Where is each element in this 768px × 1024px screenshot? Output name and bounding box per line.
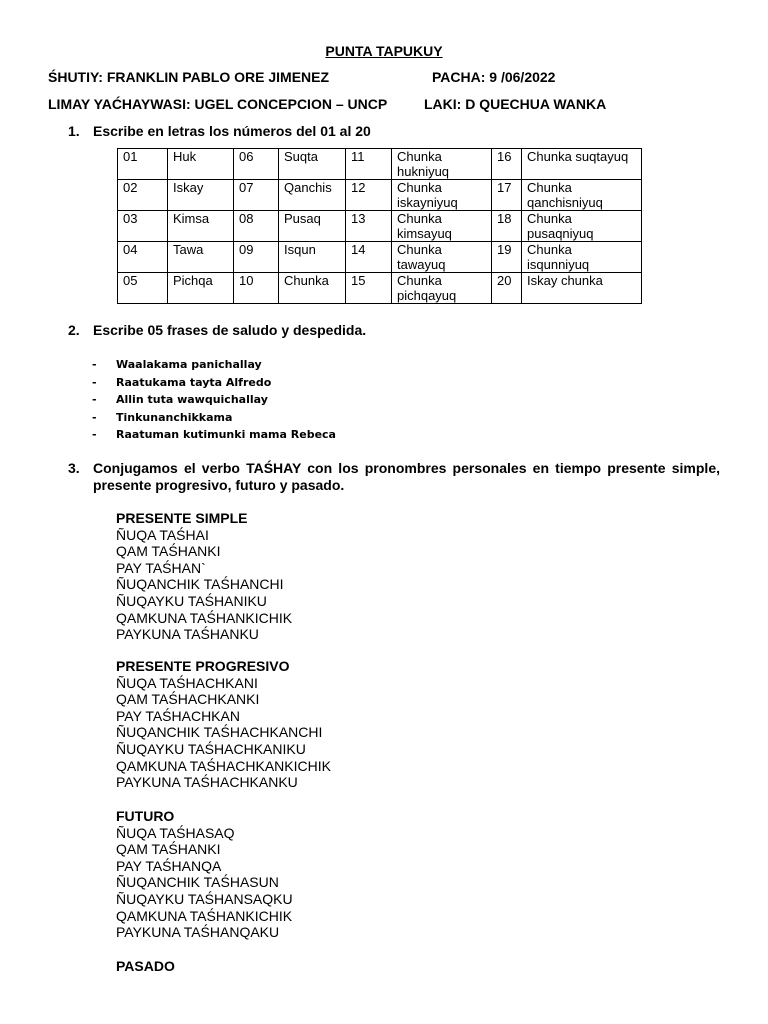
word-cell: Chunka qanchisniyuq xyxy=(522,180,642,211)
word-cell: Chunka isqunniyuq xyxy=(522,242,642,273)
conjugation-line: QAM TAŚHANKI xyxy=(116,841,221,858)
number-cell: 07 xyxy=(234,180,279,211)
greeting-text: Raatukama tayta Alfredo xyxy=(116,375,272,389)
conjugation-futuro xyxy=(116,808,293,941)
question-2 xyxy=(68,322,366,338)
number-cell: 13 xyxy=(346,211,392,242)
bullet-dash: - xyxy=(92,410,97,424)
student-name: ŚHUTIY: FRANKLIN PABLO ORE JIMENEZ xyxy=(48,69,330,85)
conjugation-pasado xyxy=(116,958,175,975)
conjugation-line: PAYKUNA TAŚHANKU xyxy=(116,626,259,643)
conjugation-presente-simple xyxy=(116,510,292,643)
number-cell: 10 xyxy=(234,273,279,304)
word-cell: Chunka suqtayuq xyxy=(522,149,642,180)
number-cell: 04 xyxy=(118,242,168,273)
conjugation-line: ÑUQA TAŚHACHKANI xyxy=(116,674,258,691)
date: PACHA: 9 /06/2022 xyxy=(432,69,556,85)
question-1 xyxy=(68,123,371,139)
list-item xyxy=(92,374,336,392)
section-heading: PRESENTE PROGRESIVO xyxy=(116,658,290,674)
number-cell: 14 xyxy=(346,242,392,273)
page-title: PUNTA TAPUKUY xyxy=(325,43,443,59)
conjugation-line: PAY TAŚHANQA xyxy=(116,857,222,874)
word-cell: Chunka xyxy=(279,273,346,304)
word-cell: Isqun xyxy=(279,242,346,273)
language: LAKI: D QUECHUA WANKA xyxy=(424,96,607,112)
question-3-number: 3. xyxy=(68,460,80,476)
number-cell: 19 xyxy=(492,242,522,273)
number-cell: 18 xyxy=(492,211,522,242)
table-row xyxy=(118,242,642,273)
table-row xyxy=(118,211,642,242)
bullet-dash: - xyxy=(92,375,97,389)
number-cell: 20 xyxy=(492,273,522,304)
conjugation-line: PAY TAŚHACHKAN xyxy=(116,707,240,724)
word-cell: Pichqa xyxy=(168,273,234,304)
question-3-text: Conjugamos el verbo TAŚHAY con los pronombres personales en tiempo presente simple, presente progresivo, futuro y pasado. xyxy=(93,460,720,493)
word-cell: Chunka kimsayuq xyxy=(392,211,492,242)
conjugation-line: ÑUQANCHIK TAŚHASUN xyxy=(116,874,279,891)
school: LIMAY YAĆHAYWASI: UGEL CONCEPCION – UNCP xyxy=(48,96,388,112)
table-row xyxy=(118,180,642,211)
conjugation-line: ÑUQA TAŚHASAQ xyxy=(116,824,235,841)
list-item xyxy=(92,426,336,444)
greetings-list xyxy=(92,356,336,444)
word-cell: Chunka pusaqniyuq xyxy=(522,211,642,242)
list-item xyxy=(92,356,336,374)
greeting-text: Allin tuta wawquichallay xyxy=(116,393,268,406)
conjugation-line: ÑUQAYKU TAŚHANSAQKU xyxy=(116,890,293,907)
word-cell: Iskay xyxy=(168,180,234,211)
section-heading: PRESENTE SIMPLE xyxy=(116,510,248,526)
word-cell: Chunka hukniyuq xyxy=(392,149,492,180)
conjugation-line: QAM TAŚHACHKANKI xyxy=(116,691,260,708)
table-row xyxy=(118,273,642,304)
section-heading: PASADO xyxy=(116,958,175,974)
table-row xyxy=(118,149,642,180)
word-cell: Huk xyxy=(168,149,234,180)
conjugation-presente-progresivo xyxy=(116,658,331,791)
conjugation-line: QAMKUNA TAŚHANKICHIK xyxy=(116,907,293,924)
question-2-text: Escribe 05 frases de saludo y despedida. xyxy=(93,322,367,338)
conjugation-line: QAMKUNA TAŚHACHKANKICHIK xyxy=(116,757,331,774)
greeting-text: Tinkunanchikkama xyxy=(116,410,233,424)
list-item xyxy=(92,391,336,409)
conjugation-line: PAY TAŚHAN` xyxy=(116,559,206,576)
number-cell: 17 xyxy=(492,180,522,211)
question-1-text: Escribe en letras los números del 01 al 20 xyxy=(93,123,371,139)
conjugation-line: ÑUQANCHIK TAŚHANCHI xyxy=(116,576,284,593)
bullet-dash: - xyxy=(92,428,97,441)
conjugation-line: QAM TAŚHANKI xyxy=(116,543,221,560)
conjugation-line: ÑUQANCHIK TAŚHACHKANCHI xyxy=(116,724,323,741)
conjugation-line: ÑUQA TAŚHAI xyxy=(116,526,209,543)
question-1-number: 1. xyxy=(68,123,80,139)
word-cell: Chunka pichqayuq xyxy=(392,273,492,304)
conjugation-line: ÑUQAYKU TAŚHACHKANIKU xyxy=(116,740,306,757)
question-2-number: 2. xyxy=(68,322,80,338)
word-cell: Iskay chunka xyxy=(522,273,642,304)
number-cell: 05 xyxy=(118,273,168,304)
number-cell: 11 xyxy=(346,149,392,180)
conjugation-line: QAMKUNA TAŚHANKICHIK xyxy=(116,609,293,626)
section-heading: FUTURO xyxy=(116,808,175,824)
word-cell: Kimsa xyxy=(168,211,234,242)
number-cell: 09 xyxy=(234,242,279,273)
number-cell: 03 xyxy=(118,211,168,242)
numbers-table xyxy=(117,148,642,304)
word-cell: Pusaq xyxy=(279,211,346,242)
number-cell: 15 xyxy=(346,273,392,304)
number-cell: 12 xyxy=(346,180,392,211)
greeting-text: Raatuman kutimunki mama Rebeca xyxy=(116,428,336,441)
word-cell: Suqta xyxy=(279,149,346,180)
number-cell: 01 xyxy=(118,149,168,180)
bullet-dash: - xyxy=(92,393,97,406)
conjugation-line: ÑUQAYKU TAŚHANIKU xyxy=(116,592,267,609)
bullet-dash: - xyxy=(92,358,97,371)
conjugation-line: PAYKUNA TAŚHANQAKU xyxy=(116,924,280,941)
question-3 xyxy=(68,460,720,494)
word-cell: Qanchis xyxy=(279,180,346,211)
word-cell: Chunka iskayniyuq xyxy=(392,180,492,211)
number-cell: 08 xyxy=(234,211,279,242)
word-cell: Tawa xyxy=(168,242,234,273)
list-item xyxy=(92,409,336,427)
greeting-text: Waalakama panichallay xyxy=(116,358,262,371)
number-cell: 06 xyxy=(234,149,279,180)
number-cell: 16 xyxy=(492,149,522,180)
conjugation-line: PAYKUNA TAŚHACHKANKU xyxy=(116,774,298,791)
word-cell: Chunka tawayuq xyxy=(392,242,492,273)
number-cell: 02 xyxy=(118,180,168,211)
